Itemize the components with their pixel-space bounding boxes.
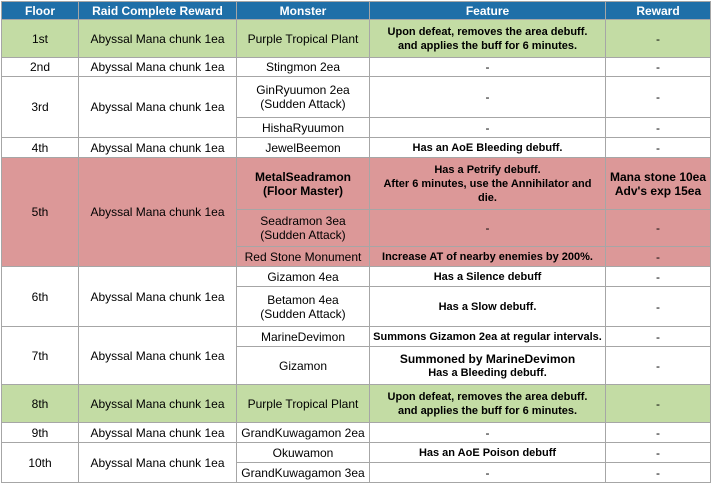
header-reward: Reward xyxy=(606,2,711,20)
feature-cell: Has a Silence debuff xyxy=(370,267,606,287)
table-row-floor-8 xyxy=(2,385,711,423)
monster-cell: Purple Tropical Plant xyxy=(237,385,370,423)
table-row-floor-5 xyxy=(2,158,711,210)
raid-reward-cell: Abyssal Mana chunk 1ea xyxy=(79,443,237,483)
table-row-floor-1 xyxy=(2,20,711,58)
monster-cell: JewelBeemon xyxy=(237,138,370,158)
feature-cell: Has an AoE Bleeding debuff. xyxy=(370,138,606,158)
feature-cell xyxy=(370,385,606,423)
feature-cell xyxy=(370,20,606,58)
feature-line: After 6 minutes, use the Annihilator and xyxy=(383,177,592,190)
table-row-floor-10 xyxy=(2,443,711,463)
table-row-floor-9 xyxy=(2,423,711,443)
monster-cell: Okuwamon xyxy=(237,443,370,463)
reward-cell: - xyxy=(606,20,711,58)
reward-line: Adv's exp 15ea xyxy=(614,183,702,198)
monster-cell: HishaRyuumon xyxy=(237,118,370,138)
monster-cell xyxy=(237,158,370,210)
feature-line: and applies the buff for 6 minutes. xyxy=(397,39,578,52)
reward-cell: - xyxy=(606,347,711,385)
floor-cell: 7th xyxy=(2,327,79,385)
floor-cell: 1st xyxy=(2,20,79,58)
feature-line: Has a Bleeding debuff. xyxy=(428,366,547,379)
reward-cell: - xyxy=(606,463,711,483)
monster-line: MetalSeadramon xyxy=(254,169,352,184)
raid-reward-cell: Abyssal Mana chunk 1ea xyxy=(79,158,237,267)
raid-reward-cell: Abyssal Mana chunk 1ea xyxy=(79,385,237,423)
raid-reward-cell: Abyssal Mana chunk 1ea xyxy=(79,267,237,327)
feature-cell: - xyxy=(370,463,606,483)
feature-cell: - xyxy=(370,58,606,77)
feature-cell: - xyxy=(370,77,606,118)
monster-line: Seadramon 3ea xyxy=(260,214,346,228)
feature-line: die. xyxy=(478,191,497,204)
monster-cell xyxy=(237,287,370,327)
feature-cell xyxy=(370,347,606,385)
feature-cell: Summons Gizamon 2ea at regular intervals. xyxy=(370,327,606,347)
raid-reward-cell: Abyssal Mana chunk 1ea xyxy=(79,138,237,158)
monster-cell: Gizamon 4ea xyxy=(237,267,370,287)
table-row-floor-4 xyxy=(2,138,711,158)
raid-floor-table xyxy=(1,1,711,483)
monster-cell: Red Stone Monument xyxy=(237,247,370,267)
monster-cell: Purple Tropical Plant xyxy=(237,20,370,58)
feature-line: and applies the buff for 6 minutes. xyxy=(397,404,578,417)
monster-cell: Stingmon 2ea xyxy=(237,58,370,77)
feature-cell: - xyxy=(370,118,606,138)
header-feature: Feature xyxy=(370,2,606,20)
reward-cell: - xyxy=(606,385,711,423)
monster-cell: GrandKuwagamon 2ea xyxy=(237,423,370,443)
floor-cell: 5th xyxy=(2,158,79,267)
reward-cell: - xyxy=(606,423,711,443)
floor-cell: 2nd xyxy=(2,58,79,77)
reward-cell: - xyxy=(606,443,711,463)
reward-cell: - xyxy=(606,138,711,158)
header-raid-reward: Raid Complete Reward xyxy=(79,2,237,20)
reward-cell: - xyxy=(606,287,711,327)
floor-cell: 10th xyxy=(2,443,79,483)
table-row-floor-7 xyxy=(2,327,711,347)
floor-cell: 9th xyxy=(2,423,79,443)
reward-cell: - xyxy=(606,210,711,247)
feature-cell: Has a Slow debuff. xyxy=(370,287,606,327)
reward-cell: - xyxy=(606,267,711,287)
feature-cell: - xyxy=(370,423,606,443)
floor-cell: 6th xyxy=(2,267,79,327)
table-row-floor-2 xyxy=(2,58,711,77)
floor-cell: 4th xyxy=(2,138,79,158)
floor-cell: 3rd xyxy=(2,77,79,138)
raid-reward-cell: Abyssal Mana chunk 1ea xyxy=(79,423,237,443)
monster-cell xyxy=(237,77,370,118)
monster-line: (Sudden Attack) xyxy=(260,228,346,242)
monster-line: Betamon 4ea xyxy=(267,292,339,307)
reward-cell xyxy=(606,158,711,210)
monster-cell: GrandKuwagamon 3ea xyxy=(237,463,370,483)
raid-reward-cell: Abyssal Mana chunk 1ea xyxy=(79,20,237,58)
reward-cell: - xyxy=(606,327,711,347)
feature-line: Upon defeat, removes the area debuff. xyxy=(387,390,588,403)
monster-cell xyxy=(237,210,370,247)
raid-reward-cell: Abyssal Mana chunk 1ea xyxy=(79,77,237,138)
feature-line: Upon defeat, removes the area debuff. xyxy=(387,25,588,38)
monster-line: (Sudden Attack) xyxy=(260,306,346,321)
raid-reward-cell: Abyssal Mana chunk 1ea xyxy=(79,58,237,77)
monster-cell: Gizamon xyxy=(237,347,370,385)
feature-cell: - xyxy=(370,210,606,247)
reward-line: Mana stone 10ea xyxy=(609,169,707,184)
floor-cell: 8th xyxy=(2,385,79,423)
monster-line: (Sudden Attack) xyxy=(260,97,346,111)
raid-reward-cell: Abyssal Mana chunk 1ea xyxy=(79,327,237,385)
feature-line: Summoned by MarineDevimon xyxy=(399,351,576,366)
reward-cell: - xyxy=(606,77,711,118)
reward-cell: - xyxy=(606,118,711,138)
feature-line: Has a Petrify debuff. xyxy=(434,163,541,176)
feature-cell: Increase AT of nearby enemies by 200%. xyxy=(370,247,606,267)
monster-cell: MarineDevimon xyxy=(237,327,370,347)
monster-line: GinRyuumon 2ea xyxy=(256,83,350,97)
reward-cell: - xyxy=(606,58,711,77)
table-row-floor-3 xyxy=(2,77,711,118)
monster-line: (Floor Master) xyxy=(262,183,343,198)
feature-cell: Has an AoE Poison debuff xyxy=(370,443,606,463)
feature-cell xyxy=(370,158,606,210)
header-floor: Floor xyxy=(2,2,79,20)
header-monster: Monster xyxy=(237,2,370,20)
table-header-row xyxy=(2,2,711,20)
table-row-floor-6 xyxy=(2,267,711,287)
reward-cell: - xyxy=(606,247,711,267)
